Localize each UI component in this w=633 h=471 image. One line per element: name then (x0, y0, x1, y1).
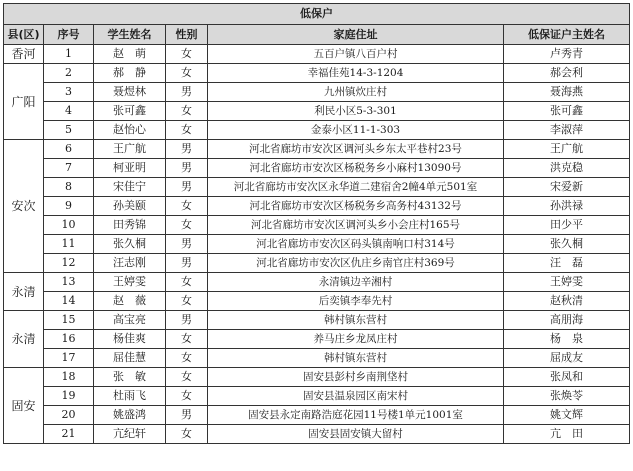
table-row (4, 387, 630, 406)
student-name-cell: 王婷雯 (94, 273, 166, 292)
header-student-name: 学生姓名 (94, 25, 166, 45)
header-county: 县(区) (4, 25, 44, 45)
student-name-cell: 杜雨飞 (94, 387, 166, 406)
table-row (4, 368, 630, 387)
number-cell: 17 (44, 349, 94, 368)
student-name-cell: 赵 薇 (94, 292, 166, 311)
holder-name-cell: 田少平 (504, 216, 630, 235)
holder-name-cell: 张凤和 (504, 368, 630, 387)
address-cell: 河北省廊坊市安次区调河头乡东太平巷村23号 (208, 140, 504, 159)
header-address: 家庭住址 (208, 25, 504, 45)
table-title-row (4, 4, 630, 25)
address-cell: 幸福佳苑14-3-1204 (208, 64, 504, 83)
number-cell: 15 (44, 311, 94, 330)
number-cell: 9 (44, 197, 94, 216)
student-name-cell: 张久桐 (94, 235, 166, 254)
table-row (4, 349, 630, 368)
holder-name-cell: 高朋海 (504, 311, 630, 330)
gender-cell: 女 (166, 330, 208, 349)
address-cell: 养马庄乡龙凤庄村 (208, 330, 504, 349)
number-cell: 18 (44, 368, 94, 387)
gender-cell: 女 (166, 387, 208, 406)
gender-cell: 男 (166, 83, 208, 102)
gender-cell: 男 (166, 406, 208, 425)
gender-cell: 男 (166, 311, 208, 330)
student-name-cell: 赵怡心 (94, 121, 166, 140)
table-row (4, 64, 630, 83)
student-name-cell: 聂煜林 (94, 83, 166, 102)
address-cell: 韩村镇东营村 (208, 311, 504, 330)
table-row (4, 45, 630, 64)
number-cell: 5 (44, 121, 94, 140)
holder-name-cell: 赵秋清 (504, 292, 630, 311)
number-cell: 13 (44, 273, 94, 292)
table-row (4, 235, 630, 254)
county-cell: 永清 (4, 311, 44, 368)
table-row (4, 216, 630, 235)
student-name-cell: 赵 萌 (94, 45, 166, 64)
gender-cell: 女 (166, 349, 208, 368)
number-cell: 2 (44, 64, 94, 83)
low-income-table (3, 3, 630, 444)
holder-name-cell: 李淑萍 (504, 121, 630, 140)
gender-cell: 女 (166, 45, 208, 64)
student-name-cell: 郝 静 (94, 64, 166, 83)
holder-name-cell: 郝会利 (504, 64, 630, 83)
address-cell: 河北省廊坊市安次区调河头乡小会庄村165号 (208, 216, 504, 235)
address-cell: 后奕镇李奉先村 (208, 292, 504, 311)
student-name-cell: 姚盛鸿 (94, 406, 166, 425)
number-cell: 20 (44, 406, 94, 425)
county-cell: 固安 (4, 368, 44, 444)
address-cell: 韩村镇东营村 (208, 349, 504, 368)
address-cell: 固安县彭村乡南荆垡村 (208, 368, 504, 387)
gender-cell: 男 (166, 254, 208, 273)
gender-cell: 女 (166, 64, 208, 83)
student-name-cell: 孙美颐 (94, 197, 166, 216)
number-cell: 12 (44, 254, 94, 273)
address-cell: 河北省廊坊市安次区杨税务乡小麻村13090号 (208, 159, 504, 178)
table-header-row (4, 25, 630, 45)
student-name-cell: 屈佳慧 (94, 349, 166, 368)
student-name-cell: 田秀锦 (94, 216, 166, 235)
table-row (4, 102, 630, 121)
student-name-cell: 亢纪轩 (94, 425, 166, 444)
address-cell: 固安县温泉园区南宋村 (208, 387, 504, 406)
table-row (4, 197, 630, 216)
student-name-cell: 汪志刚 (94, 254, 166, 273)
county-cell: 永清 (4, 273, 44, 311)
address-cell: 固安县永定南路浩庭花园11号楼1单元1001室 (208, 406, 504, 425)
address-cell: 五百户镇八百户村 (208, 45, 504, 64)
number-cell: 1 (44, 45, 94, 64)
number-cell: 4 (44, 102, 94, 121)
holder-name-cell: 亢 田 (504, 425, 630, 444)
student-name-cell: 张 敏 (94, 368, 166, 387)
holder-name-cell: 张焕苓 (504, 387, 630, 406)
number-cell: 21 (44, 425, 94, 444)
table-row (4, 273, 630, 292)
number-cell: 7 (44, 159, 94, 178)
student-name-cell: 杨佳爽 (94, 330, 166, 349)
address-cell: 利民小区5-3-301 (208, 102, 504, 121)
student-name-cell: 高宝亮 (94, 311, 166, 330)
gender-cell: 女 (166, 425, 208, 444)
table-row (4, 292, 630, 311)
table-row (4, 330, 630, 349)
holder-name-cell: 卢秀青 (504, 45, 630, 64)
table-row (4, 311, 630, 330)
header-gender: 性别 (166, 25, 208, 45)
table-row (4, 425, 630, 444)
gender-cell: 女 (166, 197, 208, 216)
gender-cell: 女 (166, 273, 208, 292)
student-name-cell: 柯亚明 (94, 159, 166, 178)
address-cell: 金泰小区11-1-303 (208, 121, 504, 140)
county-cell: 广阳 (4, 64, 44, 140)
county-cell: 香河 (4, 45, 44, 64)
header-holder-name: 低保证户主姓名 (504, 25, 630, 45)
holder-name-cell: 姚文辉 (504, 406, 630, 425)
table-title: 低保户 (4, 4, 630, 25)
address-cell: 九州镇炊庄村 (208, 83, 504, 102)
address-cell: 永清镇边辛湘村 (208, 273, 504, 292)
holder-name-cell: 汪 磊 (504, 254, 630, 273)
gender-cell: 女 (166, 216, 208, 235)
holder-name-cell: 孙洪禄 (504, 197, 630, 216)
header-number: 序号 (44, 25, 94, 45)
number-cell: 14 (44, 292, 94, 311)
table-row (4, 406, 630, 425)
table-row (4, 121, 630, 140)
table-row (4, 83, 630, 102)
gender-cell: 女 (166, 368, 208, 387)
gender-cell: 女 (166, 121, 208, 140)
student-name-cell: 王广航 (94, 140, 166, 159)
county-cell: 安次 (4, 140, 44, 273)
number-cell: 8 (44, 178, 94, 197)
holder-name-cell: 宋爱新 (504, 178, 630, 197)
gender-cell: 男 (166, 140, 208, 159)
address-cell: 河北省廊坊市安次区仇庄乡南官庄村369号 (208, 254, 504, 273)
number-cell: 19 (44, 387, 94, 406)
holder-name-cell: 王婷雯 (504, 273, 630, 292)
gender-cell: 男 (166, 178, 208, 197)
holder-name-cell: 王广航 (504, 140, 630, 159)
student-name-cell: 宋佳宁 (94, 178, 166, 197)
table-row (4, 254, 630, 273)
table-row (4, 159, 630, 178)
holder-name-cell: 张可鑫 (504, 102, 630, 121)
address-cell: 河北省廊坊市安次区码头镇南响口村314号 (208, 235, 504, 254)
number-cell: 3 (44, 83, 94, 102)
address-cell: 固安县固安镇大留村 (208, 425, 504, 444)
holder-name-cell: 洪克稳 (504, 159, 630, 178)
student-name-cell: 张可鑫 (94, 102, 166, 121)
gender-cell: 女 (166, 102, 208, 121)
address-cell: 河北省廊坊市安次区杨税务乡高务村43132号 (208, 197, 504, 216)
holder-name-cell: 聂海燕 (504, 83, 630, 102)
table-row (4, 140, 630, 159)
table-row (4, 178, 630, 197)
number-cell: 11 (44, 235, 94, 254)
gender-cell: 男 (166, 235, 208, 254)
holder-name-cell: 杨 泉 (504, 330, 630, 349)
number-cell: 6 (44, 140, 94, 159)
number-cell: 16 (44, 330, 94, 349)
number-cell: 10 (44, 216, 94, 235)
holder-name-cell: 张久桐 (504, 235, 630, 254)
address-cell: 河北省廊坊市安次区永华道二建宿舍2幢4单元501室 (208, 178, 504, 197)
gender-cell: 女 (166, 292, 208, 311)
gender-cell: 男 (166, 159, 208, 178)
holder-name-cell: 屈成友 (504, 349, 630, 368)
